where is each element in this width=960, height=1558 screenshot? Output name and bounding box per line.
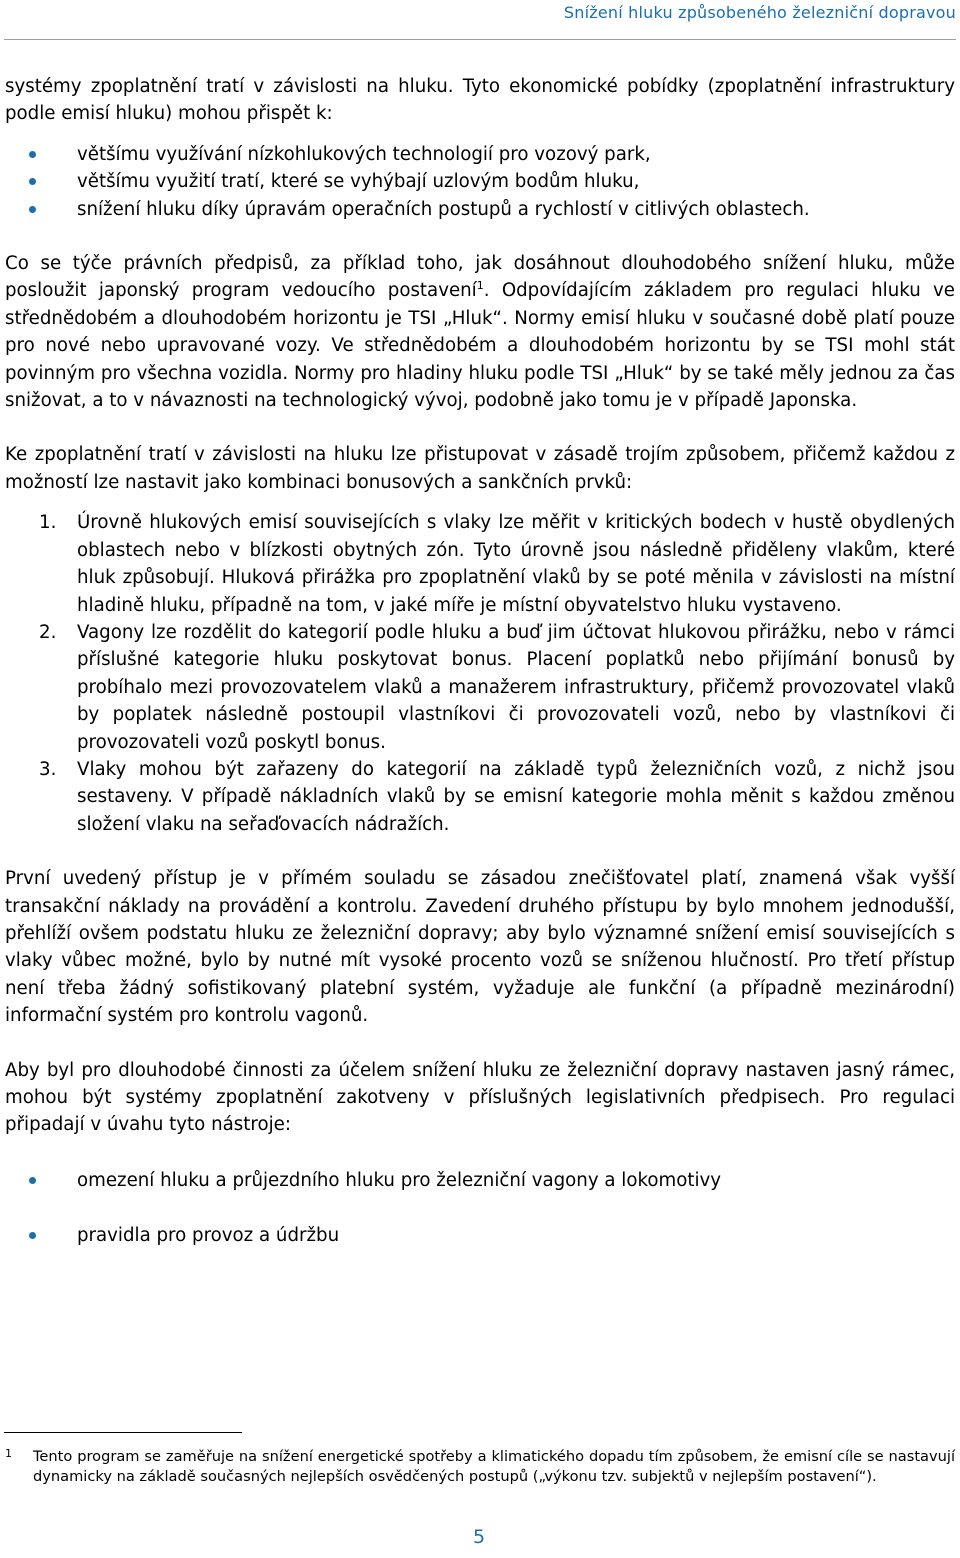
list-item: pravidla pro provoz a údržbu (5, 1222, 955, 1249)
footnote-text: Tento program se zaměřuje na snížení energetické spotřeby a klimatického dopadu tím způsobem, že emisní cíle se nastavují dynamicky na základě současných nejlepších osvědčených postupů („výkonu tzv. subjektů v nejlepším postavení“). (33, 1448, 955, 1485)
list-item: většímu využití tratí, které se vyhýbají uzlovým bodům hluku, (5, 168, 955, 195)
header-rule (4, 39, 956, 40)
footnote-separator (4, 1432, 242, 1433)
footnote (5, 1447, 955, 1487)
footnote-mark: 1 (5, 1447, 12, 1460)
legislation-paragraph: Co se týče právních předpisů, za příklad toho, jak dosáhnout dlouhodobého snížení hluku, může posloužit japonský program vedoucího postavení$^1$. Odpovídajícím základem pro regulaci hluku ve střednědobém a dlouhodobém horizontu je TSI „Hluk“. Normy emisí hluku v současné době platí pouze pro nové nebo upravované vozy. Ve střednědobém a dlouhodobém horizontu by se TSI mohl stát povinným pro všechna vozidla. Normy pro hladiny hluku podle TSI „Hluk“ by se také měly jednou za čas snižovat, a to v návaznosti na technologický vývoj, podobně jako tomu je v případě Japonska. (5, 253, 955, 412)
page-body (5, 73, 955, 1250)
list-item: snížení hluku díky úpravám operačních postupů a rychlostí v citlivých oblastech. (5, 196, 955, 223)
approaches-list (5, 509, 955, 838)
bullet-icon (29, 151, 36, 158)
page-number: 5 (473, 1526, 486, 1548)
bullet-icon (29, 178, 36, 185)
comparison-paragraph: První uvedený přístup je v přímém souladu se zásadou znečišťovatel platí, znamená však vyšší transakční náklady na provádění a kontrolu. Zavedení druhého přístupu by bylo mnohem jednodušší, přehlíží ovšem podstatu hluku ze železniční dopravy; aby bylo významné snížení emisí souvisejících s vlaky vůbec možné, bylo by nutné mít vysoké procento vozů se sníženou hlučností. Pro třetí přístup není třeba žádný sofistikovaný platební systém, vyžaduje ale funkční (a případně mezinárodní) informační systém pro kontrolu vagonů. (5, 868, 955, 1027)
list-item: omezení hluku a průjezdního hluku pro železniční vagony a lokomotivy (5, 1167, 955, 1194)
numbered-item: 3. Vlaky mohou být zařazeny do kategorií na základě typů železničních vozů, z nichž jsou sestaveny. V případě nákladních vlaků by se emisní kategorie mohla měnit s každou změnou složení vlaku na seřaďovacích nádražích. (39, 758, 955, 835)
list-item: většímu využívání nízkohlukových technologií pro vozový park, (5, 141, 955, 168)
bullet-icon (29, 1232, 36, 1239)
footnote-reference[interactable]: 1 (476, 279, 484, 293)
numbered-item: 2. Vagony lze rozdělit do kategorií podle hluku a buď jim účtovat hlukovou přirážku, nebo v rámci příslušné kategorie hluku poskytovat bonus. Placení poplatků nebo přijímání bonusů by probíhalo mezi provozovatelem vlaků a manažerem infrastruktury, přičemž provozovatel vlaků by poplatek následně postoupil vlastníkovi či provozovateli vozů, nebo by vlastníkovi či provozovateli vozů poskytl bonus. (39, 621, 955, 753)
running-header: Snížení hluku způsobeného železniční dopravou (563, 3, 956, 22)
intro-paragraph: systémy zpoplatnění tratí v závislosti na hluku. Tyto ekonomické pobídky (zpoplatnění infrastruktury podle emisí hluku) mohou přispět k: (5, 76, 955, 125)
bullet-icon (29, 1177, 36, 1184)
charging-approaches-paragraph: Ke zpoplatnění tratí v závislosti na hluku lze přistupovat v zásadě trojím způsobem, přičemž každou z možností lze nastavit jako kombinaci bonusových a sankčních prvků: (5, 444, 955, 493)
numbered-item: 1. Úrovně hlukových emisí souvisejících s vlaky lze měřit v kritických bodech v hustě obydlených oblastech nebo v blízkosti obytných zón. Tyto úrovně jsou následně přiděleny vlakům, které hluk způsobují. Hluková přirážka pro zpoplatnění vlaků by se poté měnila v závislosti na místní hladině hluku, případně na tom, v jaké míře je místní obyvatelstvo hluku vystaveno. (39, 512, 955, 616)
instruments-list (5, 1167, 955, 1250)
incentive-list (5, 141, 955, 223)
bullet-icon (29, 206, 36, 213)
framework-paragraph: Aby byl pro dlouhodobé činnosti za účelem snížení hluku ze železniční dopravy nastaven jasný rámec, mohou být systémy zpoplatnění zakotveny v příslušných legislativních předpisech. Pro regulaci připadají v úvahu tyto nástroje: (5, 1059, 955, 1136)
